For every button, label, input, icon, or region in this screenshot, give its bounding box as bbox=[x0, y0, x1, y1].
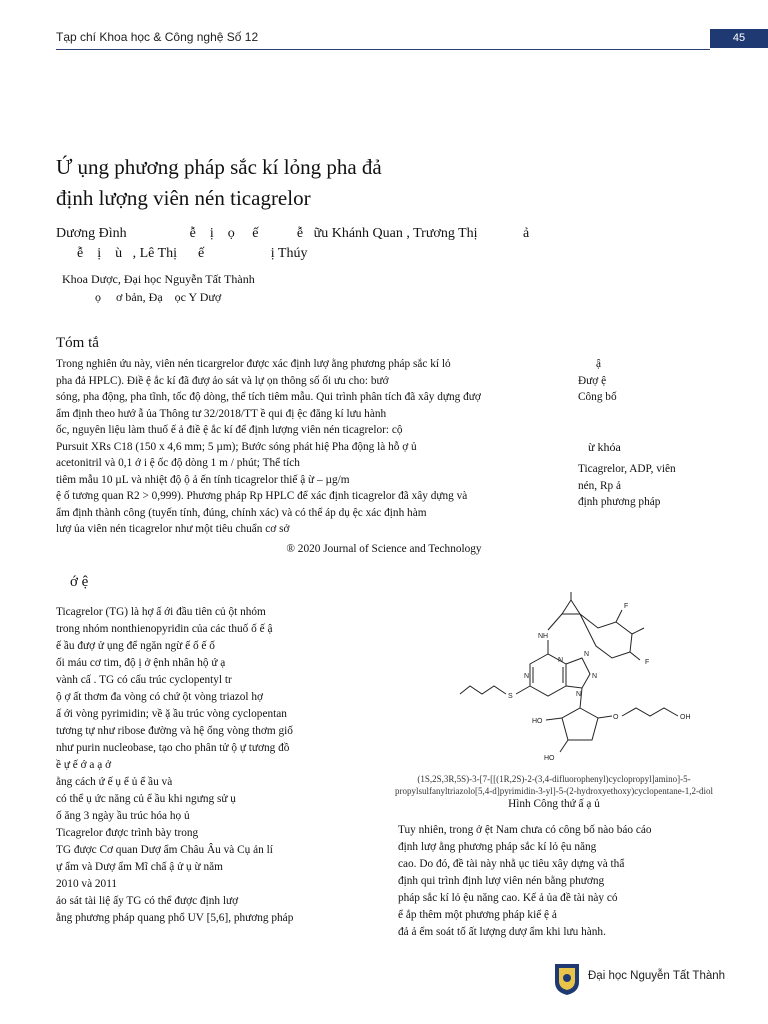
authors bbox=[56, 224, 696, 264]
intro-line: ấ ới vòng pyrimidin; về ặ ầu trúc vòng cyclopentan bbox=[56, 708, 287, 720]
introduction-heading: ớ ệ bbox=[70, 574, 89, 590]
abstract-heading: Tóm tắ bbox=[56, 335, 99, 351]
abstract-line: acetonitril và 0,1 ớ i ệ ốc độ dòng 1 m / phút; Thể tích bbox=[56, 457, 300, 469]
atom-n2-label: N bbox=[524, 673, 530, 680]
journal-header: Tạp chí Khoa học & Công nghệ Số 12 bbox=[56, 30, 259, 44]
atom-oh-label: OH bbox=[680, 714, 691, 721]
right-line: cao. Do đó, đề tài này nhằ ục tiêu xây dựng và thẩ bbox=[398, 858, 625, 870]
atom-o-label: O bbox=[613, 714, 619, 721]
right-line: pháp sắc kí lỏ ệu năng cao. Kế ả ủa đề tài này có bbox=[398, 892, 618, 904]
keywords-line: Ticagrelor, ADP, viên bbox=[578, 463, 676, 475]
abstract-line: Pursuit XRs C18 (150 x 4,6 mm; 5 µm); Bước sóng phát hiệ Pha động là hỗ ợ ủ bbox=[56, 440, 417, 453]
abstract-line: pha đả HPLC). Điề ệ ắc kí đã đượ ảo sát và lự ọn thông số ối ưu cho: bướ bbox=[56, 374, 389, 387]
intro-line: ối máu cơ tim, độ ị ở ệnh nhân hộ ứ ạ bbox=[56, 657, 226, 669]
intro-line: trong nhóm nonthienopyridin của các thuố ố ế ậ bbox=[56, 623, 273, 635]
atom-ho1-label: HO bbox=[532, 718, 543, 725]
abstract-line: lượ ủa viên nén ticagrelor như một tiêu chuẩn cơ sở bbox=[56, 523, 290, 535]
right-column-body bbox=[398, 822, 710, 941]
figure-caption bbox=[394, 773, 714, 797]
right-line: đả ả ểm soát tố ất lượng dượ ẩm khi lưu hành. bbox=[398, 926, 606, 938]
footer-university-name: Đại học Nguyễn Tất Thành bbox=[588, 970, 726, 982]
received-line: Đượ ệ bbox=[578, 374, 607, 387]
title-line: Ứ ụng phương pháp sắc kí lỏng pha đả bbox=[56, 155, 382, 179]
right-line: định qui trình định lượ viên nén bằng phương bbox=[398, 875, 605, 887]
abstract-line: Trong nghiên ứu này, viên nén ticargrelor được xác định lượ ằng phương pháp sắc kí lỏ bbox=[56, 358, 451, 370]
introduction-body bbox=[56, 604, 374, 927]
caption-line: (1S,2S,3R,5S)-3-[7-[[(1R,2S)-2-(3,4-difluorophenyl)cyclopropyl]amino]-5- bbox=[417, 774, 691, 784]
caption-line: propylsulfanyltriazolo[5,4-d]pyrimidin-3-yl]-5-(2-hydroxyethoxy)cyclopentane-1,2-diol bbox=[395, 786, 713, 796]
authors-line: Dương Đình ễ ị ọ ế ễ ữu Khánh Quan , Trương Thị ả bbox=[56, 226, 530, 241]
received-line: Công bố bbox=[578, 391, 617, 403]
article-info-sidebar bbox=[578, 356, 708, 511]
figure-title: Hình Công thứ ấ ạ ủ bbox=[508, 798, 600, 810]
abstract-body bbox=[56, 356, 562, 538]
intro-line: TG được Cơ quan Dượ ẩm Châu Âu và Cụ ản lí bbox=[56, 844, 273, 856]
abstract-line: ẩm định theo hướ ẫ ủa Thông tư 32/2018/TT ề qui đị ệc đăng kí lưu hành bbox=[56, 407, 387, 420]
ticagrelor-structure-figure bbox=[440, 588, 720, 768]
right-line: ể ắp thêm một phương pháp kiể ệ ả bbox=[398, 909, 557, 921]
intro-line: 2010 và 2011 bbox=[56, 878, 118, 890]
right-line: định lượ ằng phương pháp sắc kí lỏ ệu năng bbox=[398, 841, 597, 853]
article-title bbox=[56, 152, 536, 214]
affiliation-line: Khoa Dược, Đại học Nguyễn Tất Thành bbox=[62, 272, 255, 286]
abstract-line: ốc, nguyên liệu làm thuố ế ả điề ệ ắc kí để định lượng viên nén ticagrelor: cộ bbox=[56, 424, 403, 436]
keywords-heading: ừ khóa bbox=[588, 439, 621, 454]
abstract-line: tiêm mẫu 10 µL và nhiệt độ ộ ả ến tính ticagrelor thiế ậ ừ – µg/m bbox=[56, 473, 350, 486]
atom-ho2-label: HO bbox=[544, 755, 555, 762]
intro-line: ế ầu đượ ử ụng để ngăn ngừ ế ố ế ố bbox=[56, 640, 215, 652]
intro-line: Ticagrelor (TG) là hợ ấ ới đầu tiên củ ột nhóm bbox=[56, 606, 266, 618]
intro-line: ằng cách ứ ế ụ ể ủ ể ầu và bbox=[56, 776, 173, 788]
intro-line: Ticagrelor được trình bày trong bbox=[56, 827, 199, 839]
header-rule bbox=[56, 49, 710, 50]
intro-line: có thể ụ ức năng củ ể ầu khi ngưng sử ụ bbox=[56, 793, 236, 805]
right-line: Tuy nhiên, trong ở ệt Nam chưa có công bố nào báo cáo bbox=[398, 824, 652, 836]
atom-s-label: S bbox=[508, 693, 513, 700]
abstract-line: ệ ố tương quan R2 > 0,999). Phương pháp Rp HPLC để xác định ticagrelor đã xây dựng và bbox=[56, 490, 468, 502]
intro-line: ảo sát tài liệ ấy TG có thể được định lượ bbox=[56, 895, 239, 907]
page-number-badge: 45 bbox=[710, 29, 768, 48]
intro-line: ố ăng 3 ngày ầu trúc hóa họ ủ bbox=[56, 810, 190, 822]
atom-n3-label: N bbox=[584, 651, 590, 658]
intro-line: như purin nucleobase, tạo cho phân tử ộ ự tương đồ bbox=[56, 742, 290, 754]
intro-line: vành cấ . TG có cấu trúc cyclopentyl tr bbox=[56, 674, 232, 686]
atom-n5-label: N bbox=[576, 691, 582, 698]
atom-nh-label: NH bbox=[538, 633, 549, 640]
molecule-structure-diagram bbox=[440, 588, 720, 768]
received-line: ậ bbox=[596, 358, 602, 370]
university-logo bbox=[552, 962, 582, 996]
affiliation-line: ọ ơ bản, Đạ ọc Y Dượ bbox=[62, 290, 222, 304]
intro-line: ề ự ế ớ a ạ ở bbox=[56, 759, 112, 771]
abstract-line: sóng, pha động, pha tĩnh, tốc độ dòng, thể tích tiêm mẫu. Qui trình phân tích đã xây dựng đượ bbox=[56, 391, 481, 403]
intro-line: ự ẩm và Dượ ẩm Mĩ chấ ậ ử ụ ừ năm bbox=[56, 861, 223, 873]
atom-n4-label: N bbox=[592, 673, 598, 680]
intro-line: ằng phương pháp quang phổ UV [5,6], phương pháp bbox=[56, 912, 294, 924]
title-line: định lượng viên nén ticagrelor bbox=[56, 186, 311, 210]
keywords-line: định phương pháp bbox=[578, 496, 661, 508]
atom-n1-label: N bbox=[558, 657, 564, 664]
keywords-line: nén, Rp ả bbox=[578, 479, 621, 492]
authors-line: ễ ị ù , Lê Thị ế ị Thúy bbox=[56, 246, 308, 261]
copyright-notice: ® 2020 Journal of Science and Technology bbox=[286, 543, 482, 555]
affiliations bbox=[62, 270, 362, 306]
abstract-line: ẩm định thành công (tuyến tính, đúng, chính xác) và có thể áp dụ ệc xác định hàm bbox=[56, 506, 427, 519]
atom-f2-label: F bbox=[645, 659, 650, 666]
intro-line: ộ ợ ất thơm đa vòng có chứ ột vòng triazol hợ bbox=[56, 691, 263, 703]
atom-f1-label: F bbox=[624, 603, 629, 610]
intro-line: tương tự như ribose đường và hệ ống vòng thơm giố bbox=[56, 725, 293, 737]
